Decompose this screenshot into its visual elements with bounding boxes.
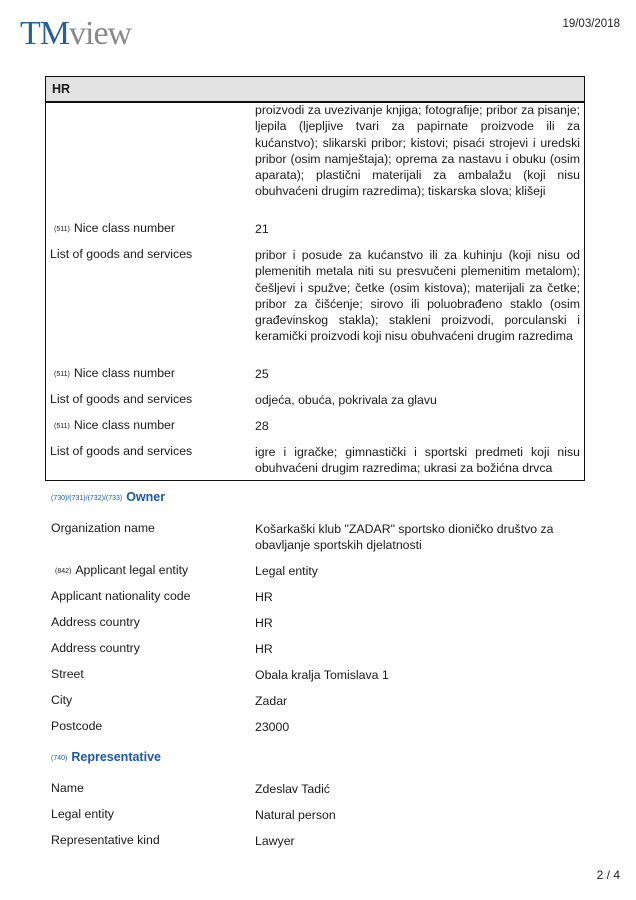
section-title-text: Representative <box>71 750 161 764</box>
nice-class-value: 25 <box>255 367 269 381</box>
field-value: Zadar <box>255 694 288 708</box>
field-label: Address country <box>51 615 140 629</box>
field-value: Zdeslav Tadić <box>255 782 330 796</box>
inid-code: (511) <box>54 371 70 378</box>
field-label: Postcode <box>51 719 103 733</box>
field-value: Lawyer <box>255 834 295 848</box>
owner-section-title <box>51 490 165 504</box>
field-label: City <box>51 693 73 707</box>
label-text: Nice class number <box>73 221 175 235</box>
field-label: Organization name <box>51 521 155 535</box>
field-label: Applicant nationality code <box>51 589 191 603</box>
nice-class-value: 21 <box>255 222 269 236</box>
logo-view: view <box>69 15 132 52</box>
goods-value: igre i igračke; gimnastički i sportski predmeti koji nisu obuhvaćeni drugim razredima; ukrasi za božićna drvca <box>255 445 580 476</box>
field-value: Legal entity <box>255 564 318 578</box>
nice-class-label <box>54 366 175 380</box>
print-date: 19/03/2018 <box>562 18 620 30</box>
section-title-text: Owner <box>126 490 166 504</box>
goods-label: List of goods and services <box>50 444 193 458</box>
inid-code: (511) <box>54 423 70 430</box>
field-label: Street <box>51 667 84 681</box>
field-value: HR <box>255 642 273 656</box>
inid-code: (511) <box>54 226 70 233</box>
inid-code: (842) <box>55 568 72 575</box>
goods-label: List of goods and services <box>50 392 193 406</box>
inid-code: (740) <box>51 755 68 762</box>
label-text: Applicant legal entity <box>75 563 189 577</box>
field-label <box>55 563 188 577</box>
goods-label: List of goods and services <box>50 247 193 261</box>
box-title: HR <box>46 77 584 103</box>
representative-section-title <box>51 750 161 764</box>
field-value: Natural person <box>255 808 336 822</box>
field-label: Address country <box>51 641 140 655</box>
field-label: Representative kind <box>51 833 160 847</box>
field-label: Name <box>51 781 84 795</box>
field-value: HR <box>255 616 273 630</box>
page-number: 2 / 4 <box>596 868 620 882</box>
organization-name-value: Košarkaški klub "ZADAR" sportsko dioničko društvo za obavljanje sportskih djelatnosti <box>255 522 554 553</box>
inid-code: (730)/(731)/(732)/(733) <box>51 495 123 502</box>
label-text: Nice class number <box>73 418 175 432</box>
field-value: Obala kralja Tomislava 1 <box>255 668 389 682</box>
goods-continuation: proizvodi za uvezivanje knjiga; fotografije; pribor za pisanje; ljepila (ljepljive tvari za papirnate proizvode ili za kućanstvo); slikarski pribor; kistovi; pisaći strojevi i uredski pribor (osim namještaja); oprema za nastavu i obuku (osim aparata); plastični materijali za ambalažu (koji nisu obuhvaćeni drugim razredima); tiskarska slova; klišeji <box>255 103 580 199</box>
nice-class-label <box>54 221 175 235</box>
field-value: 23000 <box>255 720 290 734</box>
goods-services-box <box>45 76 585 481</box>
goods-value: pribor i posude za kućanstvo ili za kuhinju (koji nisu od plemenitih metala niti su presvučeni plemenitim metalom); češljevi i spužve; četke (osim kistova); materijali za četke; pribor za čišćenje; sirovo ili poluobrađeno staklo (osim građevinskog stakla); stakleni proizvodi, porculanski i keramički proizvodi koji nisu obuhvaćeni drugim razredima <box>255 248 580 344</box>
nice-class-value: 28 <box>255 419 269 433</box>
field-value: HR <box>255 590 273 604</box>
label-text: Nice class number <box>73 366 175 380</box>
field-label: Legal entity <box>51 807 114 821</box>
logo-tm: TM <box>20 15 69 52</box>
goods-value: odjeća, obuća, pokrivala za glavu <box>255 393 437 407</box>
tmview-logo <box>20 14 131 54</box>
nice-class-label <box>54 418 175 432</box>
